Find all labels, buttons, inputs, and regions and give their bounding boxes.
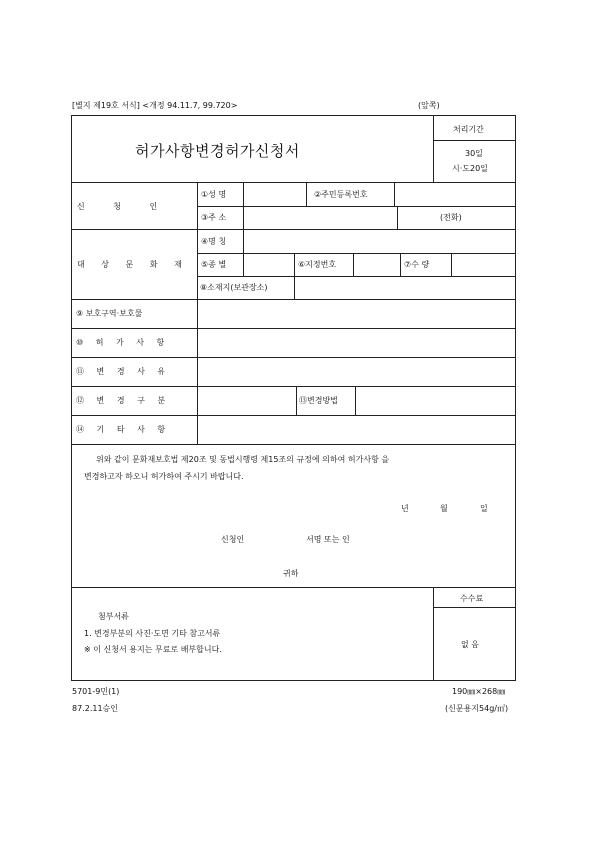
date-month: 월 (440, 504, 448, 513)
applicant-label: 신 청 인 (77, 202, 171, 211)
page-side: (앞쪽) (418, 101, 440, 110)
col-line (433, 587, 434, 681)
location-label: ⑧소재지(보관장소) (200, 283, 268, 292)
frame-left (71, 115, 72, 681)
phone-label: (전화) (440, 213, 462, 222)
type-label: ⑤종 별 (201, 260, 227, 269)
target-name-label: ④명 칭 (201, 237, 227, 246)
frame-right (515, 115, 516, 681)
declaration-applicant: 신청인 (221, 535, 245, 544)
row-line (71, 357, 516, 358)
col-line (243, 182, 244, 206)
protect-label: ⑨ 보호구역·보호물 (76, 309, 143, 318)
row-line (197, 276, 516, 277)
col-line (400, 253, 401, 276)
row-line (71, 587, 516, 588)
frame-bottom (71, 680, 516, 681)
category-label: ⑫ 변 경 구 분 (76, 396, 171, 405)
processing-line (433, 140, 516, 141)
processing-divider (433, 115, 434, 182)
row-line (433, 607, 516, 608)
row-line (71, 386, 516, 387)
designation-label: ⑥지정번호 (298, 260, 337, 269)
frame-top (71, 115, 516, 116)
footer-code: 5701-9민(1) (72, 687, 120, 696)
signature-label: 서명 또는 인 (306, 535, 350, 544)
row-line (71, 444, 516, 445)
row-line (71, 415, 516, 416)
attachment-item: 1. 변경부분의 사진·도면 기타 참고서류 (84, 629, 221, 638)
permit-label: ⑩ 허 가 사 항 (76, 338, 170, 347)
name-label: ①성 명 (201, 190, 227, 199)
target-label: 대 상 문 화 재 (77, 260, 189, 269)
processing-label: 처리기간 (453, 125, 484, 134)
col-line (296, 386, 297, 415)
addressee: 귀하 (283, 569, 299, 578)
method-label: ⑬변경방법 (299, 396, 338, 405)
declaration-line2: 변경하고자 하오니 허가하여 주시기 바랍니다. (84, 472, 244, 481)
col-line (294, 253, 295, 276)
rrn-label: ②주민등록번호 (314, 190, 368, 199)
col-line (243, 229, 244, 253)
col-line (306, 182, 307, 206)
col-line (353, 253, 354, 276)
quantity-label: ⑦수 량 (404, 260, 430, 269)
processing-days: 30일 (465, 149, 483, 158)
row-line (197, 206, 516, 207)
row-line (197, 253, 516, 254)
row-line (71, 182, 516, 183)
reason-label: ⑪ 변 경 사 유 (76, 367, 171, 376)
date-year: 년 (401, 504, 409, 513)
col-line (451, 253, 452, 276)
col-line (294, 276, 295, 299)
processing-city: 시·도20일 (452, 164, 488, 173)
address-label: ③주 소 (201, 213, 227, 222)
date-day: 일 (480, 504, 488, 513)
footer-size: 190㎜×268㎜ (452, 687, 506, 696)
row-line (71, 328, 516, 329)
row-line (71, 229, 516, 230)
footer-paper: (신문용지54g/㎡) (445, 704, 509, 713)
attachments-title: 첨부서류 (98, 612, 129, 621)
col-line (197, 182, 198, 445)
declaration-line1: 위와 같이 문화재보호법 제20조 및 동법시행령 제15조의 규정에 의하여 허가사항 을 (96, 455, 390, 464)
col-line (397, 206, 398, 229)
fee-label: 수수료 (460, 594, 484, 603)
free-note: ※ 이 신청서 용지는 무료로 배부합니다. (84, 645, 222, 654)
form-title: 허가사항변경허가신청서 (135, 142, 300, 160)
col-line (243, 206, 244, 229)
footer-approval: 87.2.11승인 (72, 704, 118, 713)
row-line (71, 299, 516, 300)
form-number: [별지 제19호 서식] <개정 94.11.7, 99.720> (72, 101, 238, 110)
fee-value: 없 음 (461, 640, 479, 649)
col-line (243, 253, 244, 276)
col-line (355, 386, 356, 415)
col-line (394, 182, 395, 206)
other-label: ⑭ 기 타 사 항 (76, 425, 171, 434)
